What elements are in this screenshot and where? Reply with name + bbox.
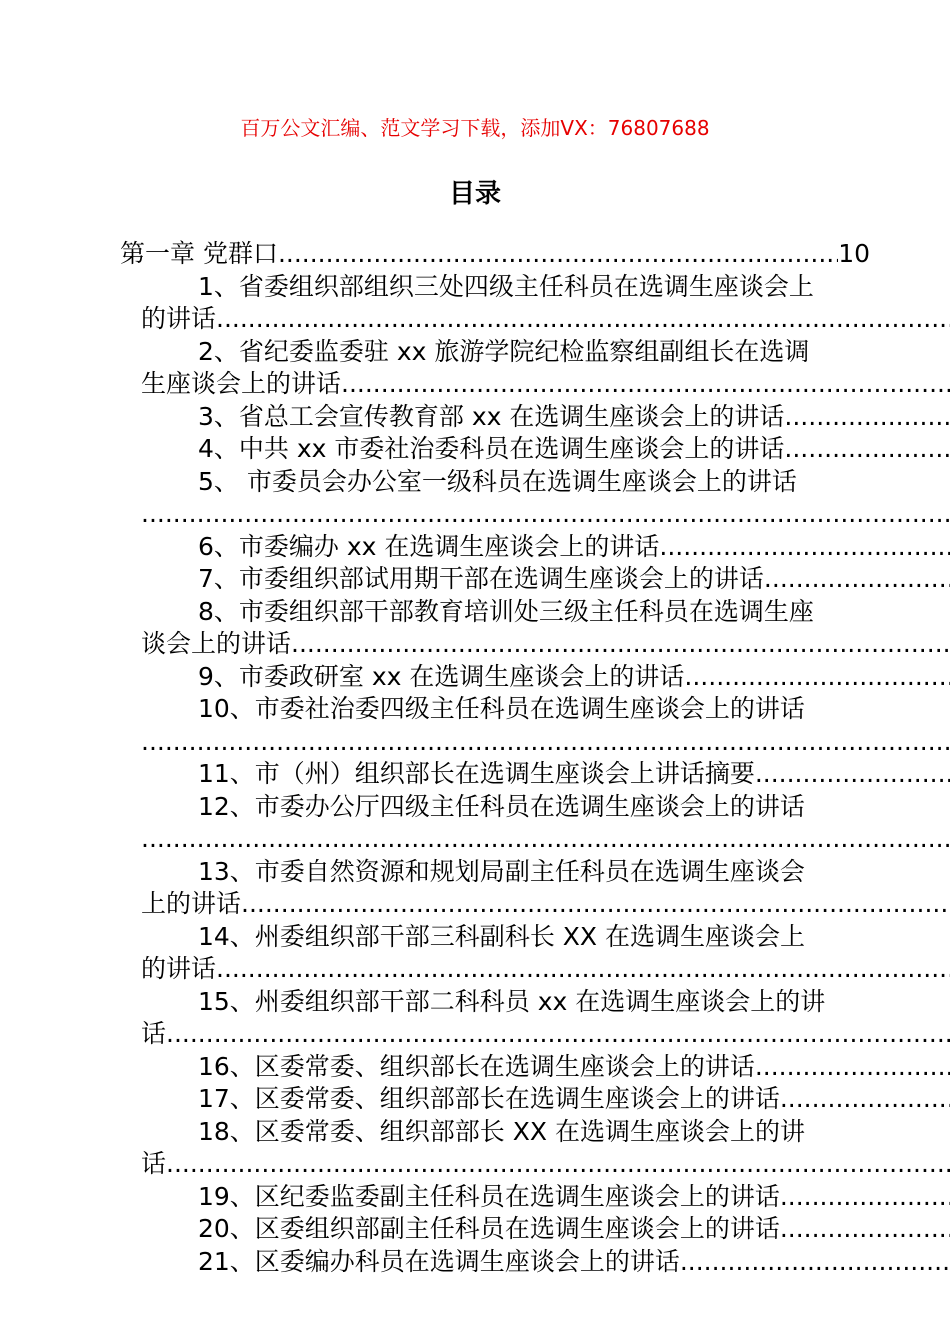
toc-entry-title: 2、省纪委监委驻 xx 旅游学院纪检监察组副组长在选调 (198, 336, 810, 366)
toc-entry[interactable] (0, 531, 950, 564)
toc-entry-continuation[interactable] (0, 368, 950, 401)
chapter-page-number: 10 (838, 239, 870, 268)
toc-entry-title-cont: 话 (141, 1149, 167, 1178)
toc-entry-title: 8、市委组织部干部教育培训处三级主任科员在选调生座 (198, 596, 814, 626)
header-note: 百万公文汇编、范文学习下载，添加VX：76807688 (240, 116, 710, 140)
toc-entry[interactable] (0, 1181, 950, 1214)
toc-entry-continuation[interactable] (0, 888, 950, 921)
toc-entry-title: 5、 市委员会办公室一级科员在选调生座谈会上的讲话 (198, 466, 797, 496)
toc-entry-title: 1、省委组织部组织三处四级主任科员在选调生座谈会上 (198, 271, 814, 301)
toc-entry-title: 11、市（州）组织部长在选调生座谈会上讲话摘要 (198, 759, 755, 788)
toc-entry[interactable] (0, 271, 950, 304)
toc-entry-title: 6、市委编办 xx 在选调生座谈会上的讲话 (198, 531, 660, 561)
toc-entry-title: 17、区委常委、组织部部长在选调生座谈会上的讲话 (198, 1084, 780, 1113)
toc-entry[interactable] (0, 1213, 950, 1246)
toc-entry-title: 15、州委组织部干部二科科员 xx 在选调生座谈会上的讲 (198, 986, 826, 1016)
toc-entry-title: 14、州委组织部干部三科副科长 XX 在选调生座谈会上 (198, 921, 805, 951)
toc-entry-title-cont: 的讲话 (141, 954, 217, 983)
toc-entry[interactable] (0, 563, 950, 596)
toc-chapter-line[interactable] (0, 238, 950, 271)
toc-entry-title: 19、区纪委监委副主任科员在选调生座谈会上的讲话 (198, 1181, 780, 1211)
toc-entry[interactable] (0, 758, 950, 791)
toc-entry-title: 12、市委办公厅四级主任科员在选调生座谈会上的讲话 (198, 791, 805, 821)
toc-entry-continuation[interactable] (0, 726, 950, 759)
toc-entry-title: 9、市委政研室 xx 在选调生座谈会上的讲话 (198, 661, 685, 691)
toc-entry-list (0, 271, 950, 1279)
toc-entry[interactable] (0, 1083, 950, 1116)
toc-entry-title: 4、中共 xx 市委社治委科员在选调生座谈会上的讲话 (198, 434, 785, 463)
toc-entry-title: 7、市委组织部试用期干部在选调生座谈会上的讲话 (198, 564, 764, 593)
toc-entry-title-cont: 谈会上的讲话 (141, 629, 292, 658)
toc-entry[interactable] (0, 433, 950, 466)
toc-entry-title: 13、市委自然资源和规划局副主任科员在选调生座谈会 (198, 856, 805, 886)
toc-entry[interactable] (0, 336, 950, 369)
toc-entry[interactable] (0, 791, 950, 824)
toc-entry-title: 16、区委常委、组织部长在选调生座谈会上的讲话 (198, 1051, 755, 1081)
toc-entry-continuation[interactable] (0, 498, 950, 531)
toc-entry-title-cont: 话 (141, 1019, 167, 1048)
toc-entry[interactable] (0, 1246, 950, 1279)
toc-entry[interactable] (0, 856, 950, 889)
toc-entry-continuation[interactable] (0, 953, 950, 986)
toc-entry-continuation[interactable] (0, 1018, 950, 1051)
table-of-contents (0, 238, 950, 1278)
toc-entry[interactable] (0, 466, 950, 499)
toc-entry-continuation[interactable] (0, 823, 950, 856)
toc-entry-title: 20、区委组织部副主任科员在选调生座谈会上的讲话 (198, 1214, 780, 1243)
toc-entry-continuation[interactable] (0, 628, 950, 661)
toc-entry[interactable] (0, 1051, 950, 1084)
toc-entry[interactable] (0, 986, 950, 1019)
chapter-label: 第一章 党群口 (120, 239, 278, 268)
toc-entry-continuation[interactable] (0, 1148, 950, 1181)
toc-entry-title-cont: 上的讲话 (141, 889, 242, 918)
toc-entry-title: 3、省总工会宣传教育部 xx 在选调生座谈会上的讲话 (198, 401, 785, 431)
toc-entry[interactable] (0, 401, 950, 434)
toc-entry[interactable] (0, 921, 950, 954)
toc-entry-title-cont: 的讲话 (141, 304, 217, 333)
toc-entry[interactable] (0, 596, 950, 629)
toc-entry[interactable] (0, 661, 950, 694)
toc-entry[interactable] (0, 1116, 950, 1149)
toc-entry-title-cont: 生座谈会上的讲话 (141, 369, 342, 398)
toc-entry-title: 18、区委常委、组织部部长 XX 在选调生座谈会上的讲 (198, 1116, 805, 1146)
toc-entry-continuation[interactable] (0, 303, 950, 336)
toc-entry[interactable] (0, 693, 950, 726)
leader-dots (278, 238, 838, 271)
toc-title: 目录 (448, 179, 501, 209)
toc-entry-title: 10、市委社治委四级主任科员在选调生座谈会上的讲话 (198, 694, 805, 723)
toc-entry-title: 21、区委编办科员在选调生座谈会上的讲话 (198, 1246, 680, 1276)
